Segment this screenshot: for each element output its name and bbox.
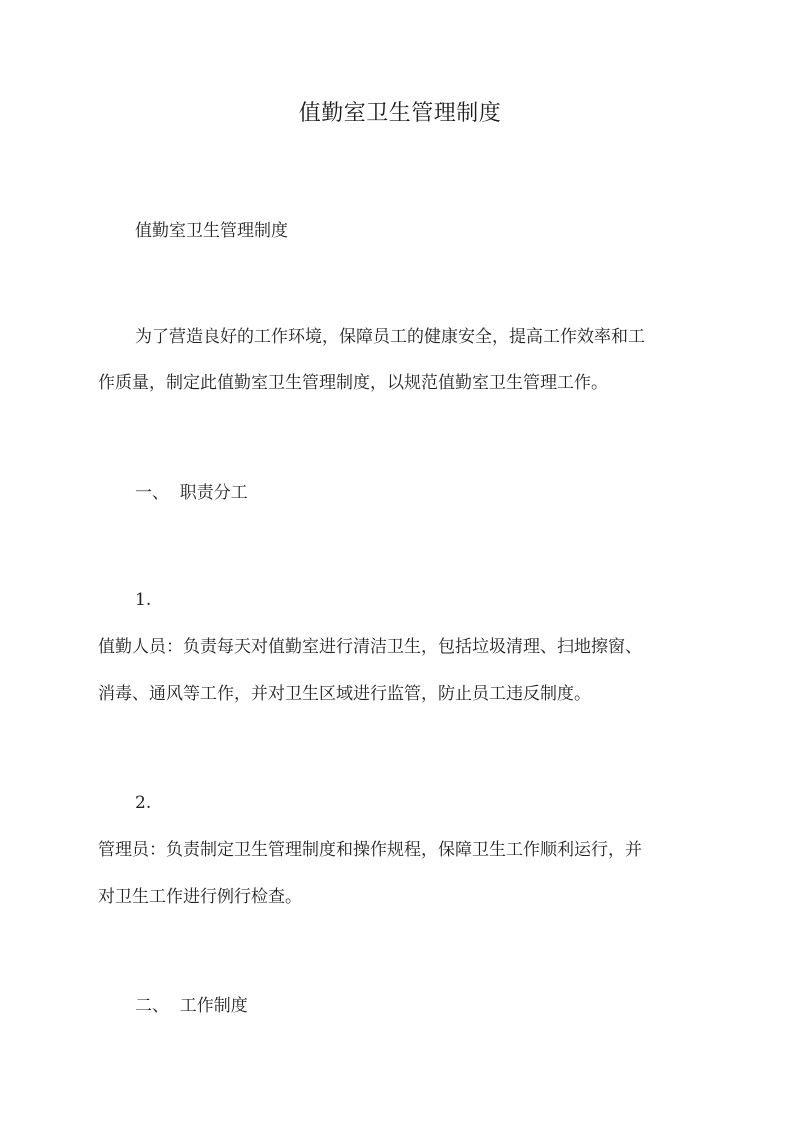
document-subtitle: 值勤室卫生管理制度 (135, 221, 288, 241)
item-1-number: 1. (135, 590, 152, 610)
item-1-line-2: 消毒、通风等工作，并对卫生区域进行监管，防止员工违反制度。 (98, 684, 591, 704)
document-title: 值勤室卫生管理制度 (298, 101, 502, 126)
item-2-line-2: 对卫生工作进行例行检查。 (98, 887, 302, 907)
section-2-heading: 二、 工作制度 (135, 996, 248, 1016)
item-1-line-1: 值勤人员：负责每天对值勤室进行清洁卫生，包括垃圾清理、扫地擦窗、 (98, 637, 642, 657)
item-2-number: 2. (135, 793, 152, 813)
intro-line-2: 作质量，制定此值勤室卫生管理制度，以规范值勤室卫生管理工作。 (98, 373, 608, 393)
intro-line-1: 为了营造良好的工作环境，保障员工的健康安全，提高工作效率和工 (135, 327, 645, 347)
item-2-line-1: 管理员：负责制定卫生管理制度和操作规程，保障卫生工作顺利运行，并 (98, 840, 642, 860)
section-1-heading: 一、 职责分工 (135, 483, 248, 503)
